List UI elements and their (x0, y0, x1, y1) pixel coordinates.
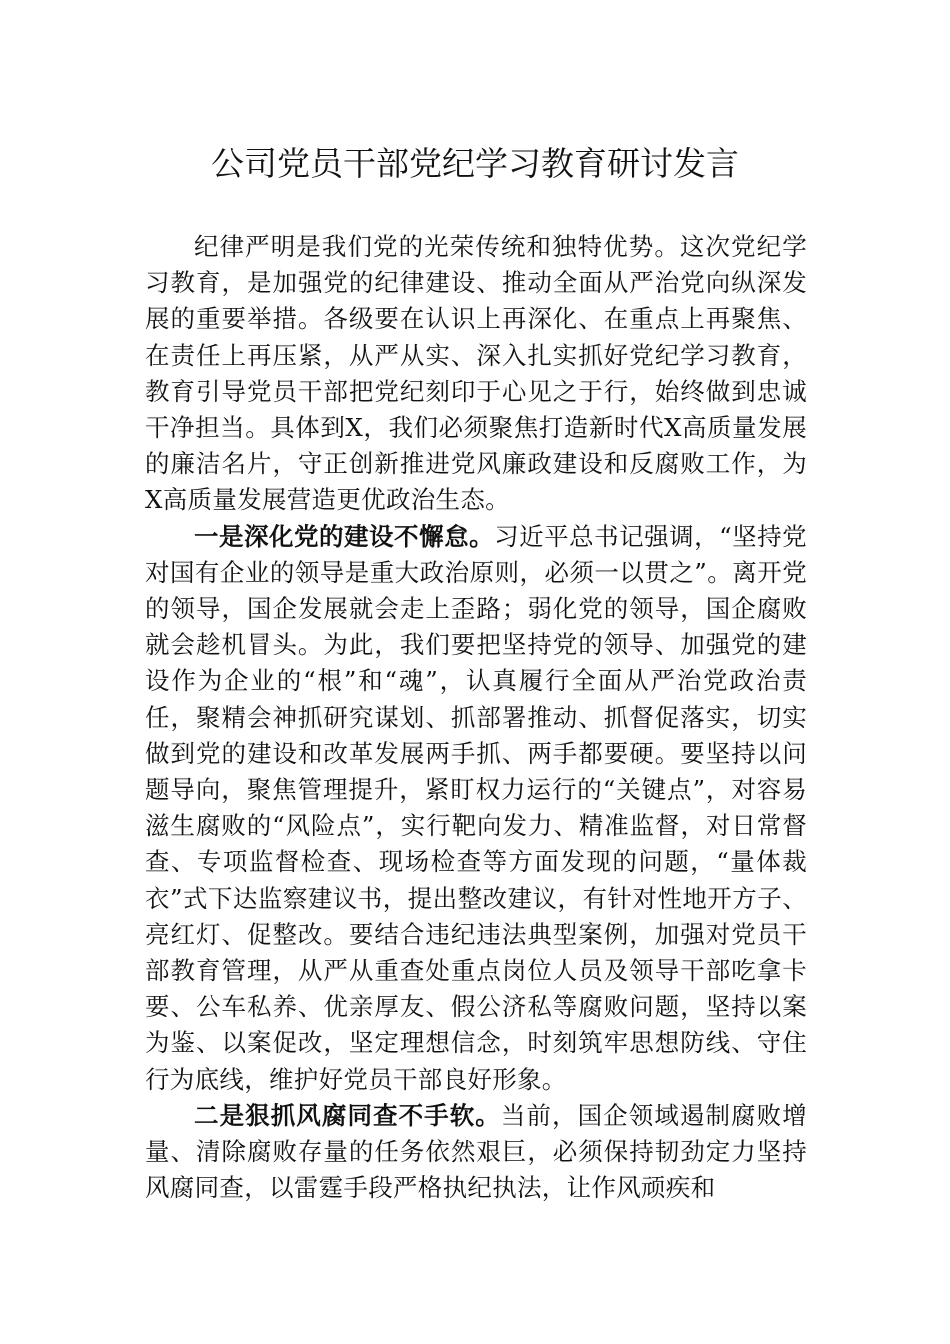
paragraph-point-one (145, 519, 807, 1098)
paragraph-intro (145, 229, 807, 519)
document-body (145, 229, 807, 1206)
paragraph-text: 纪律严明是我们党的光荣传统和独特优势。这次党纪学习教育，是加强党的纪律建设、推动全面从严治党向纵深发展的重要举措。各级要在认识上再深化、在重点上再聚焦、在责任上再压紧，从严从实、深入扎实抓好党纪学习教育，教育引导党员干部把党纪刻印于心见之于行，始终做到忠诚干净担当。具体到X，我们必须聚焦打造新时代X高质量发展的廉洁名片，守正创新推进党风廉政建设和反腐败工作，为X高质量发展营造更优政治生态。 (145, 232, 807, 515)
paragraph-point-two (145, 1098, 807, 1207)
paragraph-lead: 一是深化党的建设不懈怠。 (194, 521, 495, 551)
paragraph-text: 习近平总书记强调，“坚持党对国有企业的领导是重大政治原则，必须一以贯之”。离开党的领导，国企发展就会走上歪路；弱化党的领导，国企腐败就会趁机冒头。为此，我们要把坚持党的领导、加强党的建设作为企业的“根”和“魂”，认真履行全面从严治党政治责任，聚精会神抓研究谋划、抓部署推动、抓督促落实，切实做到党的建设和改革发展两手抓、两手都要硬。要坚持以问题导向，聚焦管理提升，紧盯权力运行的“关键点”，对容易滋生腐败的“风险点”，实行靶向发力、精准监督，对日常督查、专项监督检查、现场检查等方面发现的问题，“量体裁衣”式下达监察建议书，提出整改建议，有针对性地开方子、亮红灯、促整改。要结合违纪违法典型案例，加强对党员干部教育管理，从严从重查处重点岗位人员及领导干部吃拿卡要、公车私养、优亲厚友、假公济私等腐败问题，坚持以案为鉴、以案促改，坚定理想信念，时刻筑牢思想防线、守住行为底线，维护好党员干部良好形象。 (145, 521, 807, 1094)
paragraph-lead: 二是狠抓风腐同查不手软。 (194, 1100, 501, 1130)
paragraph-text: 当前，国企领域遏制腐败增量、清除腐败存量的任务依然艰巨，必须保持韧劲定力坚持风腐同查，以雷霆手段严格执纪执法，让作风顽疾和 (145, 1100, 807, 1203)
document-title: 公司党员干部党纪学习教育研讨发言 (211, 144, 739, 183)
